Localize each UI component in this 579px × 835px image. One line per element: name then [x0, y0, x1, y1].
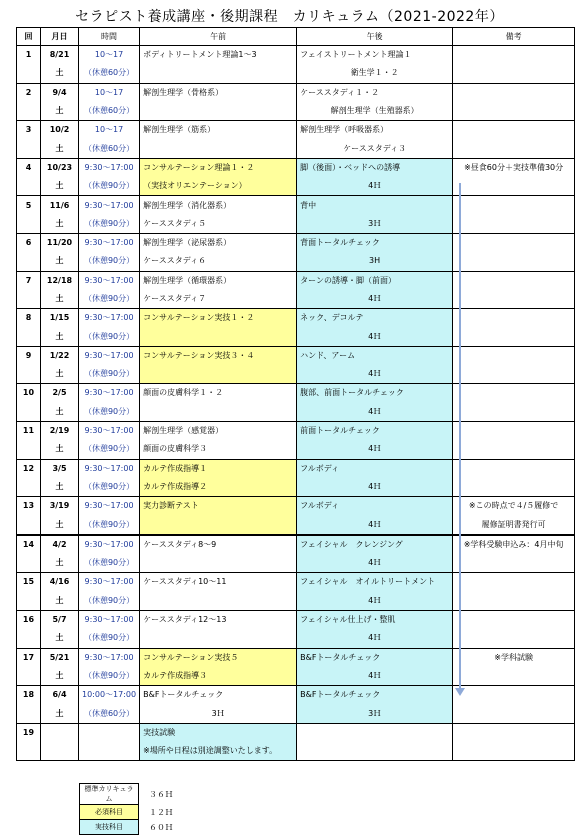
session-weekday: 土	[41, 139, 79, 158]
table-row	[17, 723, 575, 742]
morning-topic-2	[140, 629, 297, 648]
afternoon-hours: 3Ｈ	[297, 215, 453, 234]
note	[453, 271, 575, 290]
session-date: 4/2	[41, 535, 79, 554]
table-row	[17, 610, 575, 629]
table-row	[17, 309, 575, 328]
session-time: 9:30～17:00	[79, 384, 140, 403]
session-break: （休憩60分）	[79, 102, 140, 121]
session-weekday: 土	[41, 327, 79, 346]
note-2	[453, 177, 575, 196]
session-time: 9:30～17:00	[79, 233, 140, 252]
session-time: 9:30～17:00	[79, 309, 140, 328]
session-time: 9:30～17:00	[79, 573, 140, 592]
morning-topic-2: ケーススタディ６	[140, 252, 297, 271]
session-number: 10	[17, 384, 41, 403]
session-number-blank	[17, 327, 41, 346]
session-number-blank	[17, 704, 41, 723]
afternoon-topic: 腹部、前面トータルチェック	[297, 384, 453, 403]
note-2	[453, 403, 575, 422]
session-time: 10～17	[79, 83, 140, 102]
morning-topic: コンサルテーション実技５	[140, 648, 297, 667]
morning-topic-2: カルテ作成指導２	[140, 478, 297, 497]
note-2	[453, 290, 575, 309]
note	[453, 309, 575, 328]
session-number: 17	[17, 648, 41, 667]
morning-topic: 解剖生理学（循環器系）	[140, 271, 297, 290]
morning-topic: コンサルテーション実技１・２	[140, 309, 297, 328]
session-break: （休憩90分）	[79, 440, 140, 459]
table-row	[17, 686, 575, 705]
session-time: 9:30～17:00	[79, 346, 140, 365]
morning-topic: 解剖生理学（泌尿器系）	[140, 233, 297, 252]
morning-topic: 解剖生理学（感覚器）	[140, 421, 297, 440]
session-number: 19	[17, 723, 41, 742]
header-note: 備考	[453, 28, 575, 46]
note-2	[453, 478, 575, 497]
session-break: （休憩90分）	[79, 667, 140, 686]
session-time: 10～17	[79, 121, 140, 140]
table-row	[17, 573, 575, 592]
session-break: （休憩90分）	[79, 592, 140, 611]
session-date: 2/5	[41, 384, 79, 403]
table-row	[17, 121, 575, 140]
session-date: 3/5	[41, 459, 79, 478]
afternoon-topic: ハンド、アーム	[297, 346, 453, 365]
legend-row	[80, 820, 178, 835]
table-row-continued	[17, 629, 575, 648]
session-date: 6/4	[41, 686, 79, 705]
session-number-blank	[17, 629, 41, 648]
morning-topic-2: ケーススタディ５	[140, 215, 297, 234]
session-break: （休憩90分）	[79, 327, 140, 346]
legend	[79, 783, 178, 835]
morning-topic: 実力診断テスト	[140, 497, 297, 516]
note	[453, 723, 575, 742]
session-number-blank	[17, 252, 41, 271]
session-time: 10:00～17:00	[79, 686, 140, 705]
afternoon-topic: 脚（後面）・ベッドへの誘導	[297, 158, 453, 177]
session-time: 9:30～17:00	[79, 497, 140, 516]
session-number-blank	[17, 554, 41, 573]
session-date: 10/2	[41, 121, 79, 140]
note: ※学科受験申込み：4月中旬	[453, 535, 575, 554]
legend-swatch-required: 必須科目	[80, 805, 139, 820]
table-row-continued	[17, 554, 575, 573]
afternoon-hours: 解剖生理学（生殖器系）	[297, 102, 453, 121]
table-row	[17, 648, 575, 667]
morning-topic: コンサルテーション実技３・４	[140, 346, 297, 365]
afternoon-topic: ネック、デコルテ	[297, 309, 453, 328]
session-number-blank	[17, 440, 41, 459]
afternoon-topic: フェイシャル クレンジング	[297, 535, 453, 554]
table-row	[17, 459, 575, 478]
morning-topic-2: ※場所や日程は別途調整いたします。	[140, 742, 297, 761]
table-row-continued	[17, 403, 575, 422]
afternoon-topic: B&Fトータルチェック	[297, 686, 453, 705]
afternoon-hours: 3H	[297, 252, 453, 271]
morning-topic-2: （実技オリエンテーション）	[140, 177, 297, 196]
table-row-continued	[17, 290, 575, 309]
morning-topic-2	[140, 327, 297, 346]
afternoon-hours: 4Ｈ	[297, 478, 453, 497]
afternoon-topic: 前面トータルチェック	[297, 421, 453, 440]
session-date: 2/19	[41, 421, 79, 440]
session-date	[41, 723, 79, 742]
note	[453, 83, 575, 102]
note-2	[453, 704, 575, 723]
session-time: 9:30～17:00	[79, 421, 140, 440]
session-date: 12/18	[41, 271, 79, 290]
session-break: （休憩60分）	[79, 64, 140, 83]
table-row-continued	[17, 478, 575, 497]
session-time: 9:30～17:00	[79, 158, 140, 177]
table-row-continued	[17, 327, 575, 346]
morning-topic-2	[140, 139, 297, 158]
note	[453, 196, 575, 215]
note-2	[453, 440, 575, 459]
morning-topic-2	[140, 365, 297, 384]
session-time: 9:30～17:00	[79, 535, 140, 554]
session-number: 12	[17, 459, 41, 478]
afternoon-hours: 4Ｈ	[297, 327, 453, 346]
session-number-blank	[17, 667, 41, 686]
session-date: 5/21	[41, 648, 79, 667]
header-num: 回	[17, 28, 41, 46]
afternoon-topic: フルボディ	[297, 497, 453, 516]
session-number-blank	[17, 403, 41, 422]
table-row-continued	[17, 515, 575, 534]
session-number-blank	[17, 64, 41, 83]
morning-topic: 解剖生理学（消化器系）	[140, 196, 297, 215]
note	[453, 233, 575, 252]
session-number-blank	[17, 139, 41, 158]
afternoon-hours: 4Ｈ	[297, 290, 453, 309]
session-weekday: 土	[41, 478, 79, 497]
table-row-continued	[17, 742, 575, 761]
afternoon-topic: ケーススタディ１・２	[297, 83, 453, 102]
session-time: 9:30～17:00	[79, 271, 140, 290]
morning-topic-2	[140, 64, 297, 83]
note	[453, 573, 575, 592]
table-row	[17, 346, 575, 365]
morning-topic-2: 顔面の皮膚科学３	[140, 440, 297, 459]
session-date: 9/4	[41, 83, 79, 102]
table-row-continued	[17, 102, 575, 121]
afternoon-hours: 3Ｈ	[297, 704, 453, 723]
afternoon-hours: 4Ｈ	[297, 177, 453, 196]
header-am: 午前	[140, 28, 297, 46]
session-weekday: 土	[41, 667, 79, 686]
morning-topic-2	[140, 554, 297, 573]
arrow-down-icon	[455, 688, 465, 696]
afternoon-hours	[297, 742, 453, 761]
table-row-continued	[17, 667, 575, 686]
note-2	[453, 592, 575, 611]
session-number: 16	[17, 610, 41, 629]
morning-topic-2	[140, 403, 297, 422]
session-number: 14	[17, 535, 41, 554]
session-date: 3/19	[41, 497, 79, 516]
afternoon-topic: フェイストリートメント理論１	[297, 46, 453, 65]
afternoon-hours: 4Ｈ	[297, 554, 453, 573]
table-row	[17, 384, 575, 403]
session-number-blank	[17, 742, 41, 761]
note	[453, 421, 575, 440]
session-number: 8	[17, 309, 41, 328]
afternoon-hours: 4Ｈ	[297, 629, 453, 648]
afternoon-hours: 4Ｈ	[297, 667, 453, 686]
morning-topic: ケーススタディ12～13	[140, 610, 297, 629]
session-date: 5/7	[41, 610, 79, 629]
morning-topic: ケーススタディ8～9	[140, 535, 297, 554]
session-time: 9:30～17:00	[79, 610, 140, 629]
note: ※昼食60分＋実技準備30分	[453, 158, 575, 177]
table-header-row	[17, 28, 575, 46]
morning-topic-2: 3Ｈ	[140, 704, 297, 723]
morning-topic: カルテ作成指導１	[140, 459, 297, 478]
session-break: （休憩60分）	[79, 139, 140, 158]
afternoon-topic	[297, 723, 453, 742]
note: ※学科試験	[453, 648, 575, 667]
session-break: （休憩90分）	[79, 177, 140, 196]
session-weekday: 土	[41, 403, 79, 422]
table-row-continued	[17, 365, 575, 384]
morning-topic: 解剖生理学（筋系）	[140, 121, 297, 140]
note	[453, 346, 575, 365]
session-date: 1/15	[41, 309, 79, 328]
morning-topic-2: カルテ作成指導３	[140, 667, 297, 686]
afternoon-topic: フルボディ	[297, 459, 453, 478]
morning-topic-2	[140, 592, 297, 611]
note-2	[453, 139, 575, 158]
session-break: （休憩90分）	[79, 478, 140, 497]
afternoon-topic: ターンの誘導・脚（前面）	[297, 271, 453, 290]
session-number: 4	[17, 158, 41, 177]
session-number-blank	[17, 177, 41, 196]
morning-topic: B&Fトータルチェック	[140, 686, 297, 705]
session-number-blank	[17, 215, 41, 234]
session-number-blank	[17, 592, 41, 611]
legend-hours-standard: ３６Ｈ	[149, 789, 173, 799]
morning-topic: 解剖生理学（骨格系）	[140, 83, 297, 102]
session-weekday: 土	[41, 704, 79, 723]
session-weekday: 土	[41, 290, 79, 309]
afternoon-topic: B&Fトータルチェック	[297, 648, 453, 667]
session-number-blank	[17, 478, 41, 497]
session-break: （休憩90分）	[79, 403, 140, 422]
morning-topic-2: ケーススタディ７	[140, 290, 297, 309]
table-row-continued	[17, 252, 575, 271]
session-number-blank	[17, 290, 41, 309]
table-row-continued	[17, 704, 575, 723]
session-break: （休憩90分）	[79, 290, 140, 309]
afternoon-hours: 4Ｈ	[297, 515, 453, 534]
legend-row	[80, 784, 178, 805]
session-time: 10～17	[79, 46, 140, 65]
table-row	[17, 421, 575, 440]
table-row	[17, 271, 575, 290]
session-break: （休憩60分）	[79, 704, 140, 723]
morning-topic: ボディトリートメント理論1～3	[140, 46, 297, 65]
session-date: 11/20	[41, 233, 79, 252]
note	[453, 384, 575, 403]
curriculum-table	[16, 27, 575, 761]
session-date: 4/16	[41, 573, 79, 592]
note-2	[453, 327, 575, 346]
note-2	[453, 667, 575, 686]
table-row	[17, 497, 575, 516]
note-2: 履修証明書発行可	[453, 515, 575, 534]
afternoon-hours: ケーススタディ３	[297, 139, 453, 158]
session-time: 9:30～17:00	[79, 196, 140, 215]
session-date: 10/23	[41, 158, 79, 177]
afternoon-hours: 4Ｈ	[297, 440, 453, 459]
session-weekday: 土	[41, 629, 79, 648]
afternoon-topic: 背面トータルチェック	[297, 233, 453, 252]
legend-row	[80, 805, 178, 820]
note-2	[453, 629, 575, 648]
legend-hours-required: １２Ｈ	[149, 807, 173, 817]
table-row-continued	[17, 215, 575, 234]
session-time: 9:30～17:00	[79, 648, 140, 667]
morning-topic-2	[140, 102, 297, 121]
table-row	[17, 196, 575, 215]
session-weekday: 土	[41, 102, 79, 121]
header-date: 月日	[41, 28, 79, 46]
session-weekday: 土	[41, 592, 79, 611]
afternoon-topic: フェイシャル オイルトリートメント	[297, 573, 453, 592]
session-break: （休憩90分）	[79, 215, 140, 234]
session-break: （休憩90分）	[79, 252, 140, 271]
session-date: 11/6	[41, 196, 79, 215]
table-row	[17, 535, 575, 554]
continuation-arrow-line	[459, 183, 461, 690]
page-title: セラピスト養成講座・後期課程 カリキュラム（2021-2022年）	[75, 9, 504, 25]
morning-topic: 実技試験	[140, 723, 297, 742]
note-2	[453, 252, 575, 271]
session-number-blank	[17, 102, 41, 121]
afternoon-topic: 解剖生理学（呼吸器系）	[297, 121, 453, 140]
session-weekday: 土	[41, 515, 79, 534]
table-row	[17, 83, 575, 102]
session-number: 1	[17, 46, 41, 65]
session-number: 7	[17, 271, 41, 290]
session-number: 6	[17, 233, 41, 252]
morning-topic: 顔面の皮膚科学１・２	[140, 384, 297, 403]
note-2	[453, 64, 575, 83]
session-weekday: 土	[41, 215, 79, 234]
header-time: 時間	[79, 28, 140, 46]
afternoon-hours: 衛生学１・２	[297, 64, 453, 83]
session-number: 2	[17, 83, 41, 102]
session-weekday: 土	[41, 440, 79, 459]
session-break	[79, 742, 140, 761]
header-pm: 午後	[297, 28, 453, 46]
afternoon-hours: 4Ｈ	[297, 403, 453, 422]
note	[453, 46, 575, 65]
session-date: 1/22	[41, 346, 79, 365]
session-weekday: 土	[41, 554, 79, 573]
session-weekday: 土	[41, 177, 79, 196]
afternoon-hours: 4Ｈ	[297, 592, 453, 611]
morning-topic: ケーススタディ10～11	[140, 573, 297, 592]
session-number: 11	[17, 421, 41, 440]
legend-hours-practical: ６０Ｈ	[149, 822, 173, 832]
table-row-continued	[17, 139, 575, 158]
note	[453, 121, 575, 140]
session-weekday	[41, 742, 79, 761]
note	[453, 459, 575, 478]
note-2	[453, 215, 575, 234]
session-number: 3	[17, 121, 41, 140]
table-row	[17, 233, 575, 252]
session-weekday: 土	[41, 365, 79, 384]
session-number: 9	[17, 346, 41, 365]
table-row-continued	[17, 64, 575, 83]
table-row-continued	[17, 592, 575, 611]
session-break: （休憩90分）	[79, 629, 140, 648]
session-break: （休憩90分）	[79, 365, 140, 384]
note-2	[453, 554, 575, 573]
legend-swatch-practical: 実技科目	[80, 820, 139, 835]
session-number: 5	[17, 196, 41, 215]
session-number-blank	[17, 515, 41, 534]
session-break: （休憩90分）	[79, 515, 140, 534]
session-weekday: 土	[41, 252, 79, 271]
session-date: 8/21	[41, 46, 79, 65]
note-2	[453, 742, 575, 761]
table-row-continued	[17, 440, 575, 459]
morning-topic-2	[140, 515, 297, 534]
table-row-continued	[17, 177, 575, 196]
session-time	[79, 723, 140, 742]
table-row	[17, 158, 575, 177]
session-break: （休憩90分）	[79, 554, 140, 573]
afternoon-topic: 背中	[297, 196, 453, 215]
session-number-blank	[17, 365, 41, 384]
morning-topic: コンサルテーション理論１・２	[140, 158, 297, 177]
afternoon-topic: フェイシャル仕上げ・整肌	[297, 610, 453, 629]
table-row	[17, 46, 575, 65]
note-2	[453, 365, 575, 384]
session-number: 13	[17, 497, 41, 516]
note	[453, 686, 575, 705]
note	[453, 610, 575, 629]
note-2	[453, 102, 575, 121]
note: ※この時点で４/５履修で	[453, 497, 575, 516]
afternoon-hours: 4Ｈ	[297, 365, 453, 384]
session-weekday: 土	[41, 64, 79, 83]
session-number: 15	[17, 573, 41, 592]
session-number: 18	[17, 686, 41, 705]
legend-swatch-standard: 標準カリキュラム	[80, 784, 139, 805]
session-time: 9:30～17:00	[79, 459, 140, 478]
